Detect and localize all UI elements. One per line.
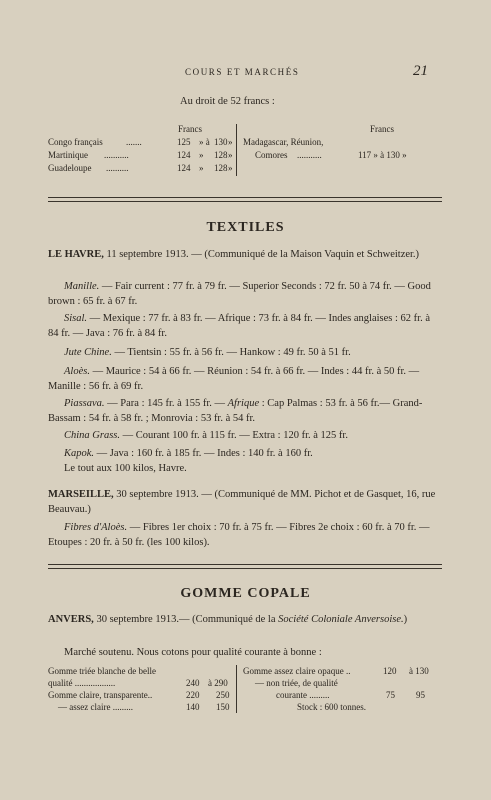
marseille-header: MARSEILLE, 30 septembre 1913. — (Communiqué de MM. Pichot et de Gasquet, 16, rue Beauvau.) bbox=[48, 489, 436, 515]
duty-right-col-header: Francs bbox=[370, 124, 394, 134]
running-title: COURS ET MARCHÉS bbox=[185, 67, 300, 77]
duty-column-divider bbox=[236, 124, 237, 176]
section-rule bbox=[48, 564, 442, 569]
china-grass-entry: China Grass. — Courant 100 fr. à 115 fr. — Extra : 120 fr. à 125 fr. bbox=[64, 430, 348, 441]
section-rule bbox=[48, 197, 442, 202]
anvers-header: ANVERS, 30 septembre 1913.— (Communiqué de la Société Coloniale Anversoise.) bbox=[48, 614, 408, 625]
kapok-entry: Kapok. — Java : 160 fr. à 185 fr. — Indes : 140 fr. à 160 fr. bbox=[64, 448, 313, 459]
market-note: Marché soutenu. Nous cotons pour qualité courante à bonne : bbox=[64, 647, 322, 658]
section-title-textiles: TEXTILES bbox=[206, 220, 285, 235]
manille-entry: Manille. — Fair current : 77 fr. à 79 fr. — Superior Seconds : 72 fr. 50 à 74 fr. — Good brown : 65 fr. à 67 fr. bbox=[48, 281, 431, 307]
page-number: 21 bbox=[413, 63, 428, 79]
duty-left-col-header: Francs bbox=[178, 124, 202, 134]
jute-entry: Jute Chine. — Tientsin : 55 fr. à 56 fr. — Hankow : 49 fr. 50 à 51 fr. bbox=[64, 347, 351, 358]
duty-intro: Au droit de 52 francs : bbox=[180, 96, 275, 107]
havre-header: LE HAVRE, 11 septembre 1913. — (Communiqué de la Maison Vaquin et Schweitzer.) bbox=[48, 249, 420, 260]
fibres-aloes-entry: Fibres d'Aloès. — Fibres 1er choix : 70 fr. à 75 fr. — Fibres 2e choix : 60 fr. à 70 fr. — Etoupes : 20 fr. à 50 fr. (les 100 kilos). bbox=[48, 522, 430, 548]
kapok-note: Le tout aux 100 kilos, Havre. bbox=[64, 463, 187, 474]
aloes-entry: Aloès. — Maurice : 54 à 66 fr. — Réunion : 54 fr. à 66 fr. — Indes : 44 fr. à 50 fr. — Manille : 56 fr. à 69 fr. bbox=[48, 366, 420, 392]
sisal-entry: Sisal. — Mexique : 77 fr. à 83 fr. — Afrique : 73 fr. à 84 fr. — Indes anglaises : 62 fr. à 84 fr. — Java : 76 fr. à 84 fr. bbox=[48, 313, 430, 339]
gomme-column-divider bbox=[236, 665, 237, 713]
piassava-entry: Piassava. — Para : 145 fr. à 155 fr. — Afrique : Cap Palmas : 53 fr. à 56 fr.— Grand-Bassam : 54 fr. à 58 fr. ; Monrovia : 53 fr. à 54 fr. bbox=[48, 398, 423, 424]
document-page: COURS ET MARCHÉS 21 Au droit de 52 francs : Francs Francs Congo français ....... 125 » à 130 » Martinique ........... 124 » 128 » Guadeloupe .......... 124 » 128 » Madagascar, Réunion, Comores ........... 117 » à 130 » TEXTILES LE HAVRE, 11 septembre 1913. — (Communiqué de la Maison Vaquin et Schweitzer.) Manille. — Fair current : 77 fr. à 79 fr. — Superior Seconds : 72 fr. 50 à 74 fr. — Good brown : 65 fr. à 67 fr. Sisal. — Mexique : 77 fr. à 83 fr. — Afrique : 73 fr. à 84 fr. — Indes anglaises : 62 fr. à 84 fr. — Java : 76 fr. à 84 fr. Jute Chine. — Tientsin : 55 fr. à 56 fr. — Hankow : 49 fr. 50 à 51 fr. Aloès. — Maurice : 54 à 66 fr. — Réunion : 54 fr. à 66 fr. — Indes : 44 fr. à 50 fr. — Manille : 56 fr. à 69 fr. Piassava. — Para : 145 fr. à 155 fr. — Afrique : Cap Palmas : 53 fr. à 56 fr.— Grand-Bassam : 54 fr. à 58 fr. ; Monrovia : 53 fr. à 54 fr. China Grass. — Courant 100 fr. à 115 fr. — Extra : 120 fr. à 125 fr. Kapok. — Java : 160 fr. à 185 fr. — Indes : 140 fr. à 160 fr. Le tout aux 100 kilos, Havre. MARSEILLE, 30 septembre 1913. — (Communiqué de MM. Pichot et de Gasquet, 16, rue Beauvau.) Fibres d'Aloès. — Fibres 1er choix : 70 fr. à 75 fr. — Fibres 2e choix : 60 fr. à 70 fr. — Etoupes : 20 fr. à 50 fr. (les 100 kilos). GOMME COPALE ANVERS, 30 septembre 1913.— (Communiqué de la Société Coloniale Anversoise.) Marché soutenu. Nous cotons pour qualité courante à bonne : Gomme triée blanche de belle qualité .................. 240 à 290 Gomme claire, transparente.. 220 250 — assez claire ......... 140 150 Gomme assez claire opaque .. 120 à 130 — non triée, de qualité courante ......... 75 95 Stock : 600 tonnes. bbox=[0, 0, 491, 800]
section-title-gomme-copale: GOMME COPALE bbox=[180, 586, 311, 601]
